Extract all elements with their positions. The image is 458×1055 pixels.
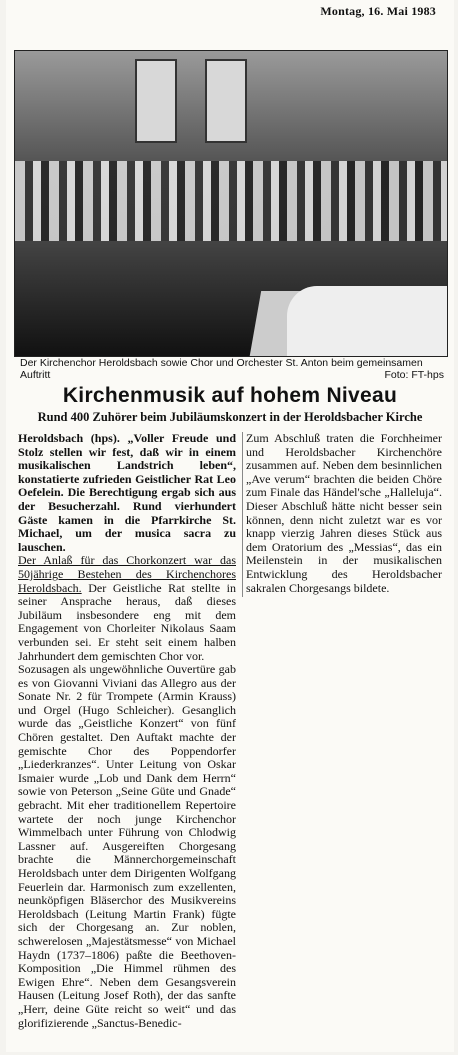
dateline: Montag, 16. Mai 1983 <box>320 4 436 18</box>
photo-window <box>135 59 177 143</box>
article-right-column <box>246 432 442 595</box>
caption-text: Der Kirchenchor Heroldsbach sowie Chor und Orchester St. Anton beim gemeinsamen Auftritt <box>20 357 423 381</box>
column-divider <box>242 432 243 597</box>
subheadline: Rund 400 Zuhörer beim Jubiläumskonzert in der Heroldsbacher Kirche <box>37 410 423 424</box>
photo-credit: Foto: FT-hps <box>384 369 444 381</box>
photo-caption <box>20 357 444 381</box>
newspaper-clipping <box>6 0 454 1052</box>
article-intro: Heroldsbach (hps). „Voller Freude und Stolz stellen wir fest, daß wir in einem musikalischen Landstrich leben“, konstatierte zufrieden Geistlicher Rat Leo Oefelein. Die Berechtigung ergab sich aus der Besucherzahl. Rund vierhundert Gäste kamen in die Pfarrkirche St. Michael, um der musica sacra zu lauschen. <box>18 431 236 554</box>
article-left-column <box>18 432 236 1030</box>
underlined-passage: Der Anlaß für das Chorkonzert war das 50jährige Bestehen des Kirchenchores Heroldsbach. <box>18 553 236 595</box>
headline: Kirchenmusik auf hohem Niveau <box>62 384 398 407</box>
concert-photo <box>14 50 448 357</box>
article-paragraph: Sozusagen als ungewöhnliche Ouvertüre gab es von Giovanni Viviani das Allegro aus der Sonate Nr. 2 für Trompete (Armin Krauss) und Orgel (Hugo Schleicher). Gesanglich wurde das „Geistliche Konzert“ von fünf Chören gestaltet. Den Auftakt machte der gemischte Chor des Poppendorfer „Liederkranzes“. Unter Leitung von Oskar Ismaier wurde „Lob und Dank dem Herrn“ sowie von Peterson „Seine Güte und Gnade“ gebracht. Mit eher traditionellem Repertoire wartete der noch junge Kirchenchor Wimmelbach unter Führung von Chlodwig Lassner auf. Ausgereiften Chorgesang brachte die Männerchorgemeinschaft Heroldsbach unter dem Dirigenten Wolfgang Feuerlein dar. Harmonisch zum exzellenten, neunköpfigen Bläserchor des Musikvereins Heroldsbach (Leitung Martin Frank) fügte sich der Chorgesang an. Zur noblen, schwerelosen „Majestätsmesse“ von Michael Haydn (1737–1806) paßte die Beethoven-Komposition „Die Himmel rühmen des Ewigen Ehre“. Neben dem Gesangsverein Hausen (Leitung Josef Roth), der das sanfte „Herr, deine Güte reicht so weit“ und das glorifizierende „Sanctus-Benedic- <box>18 662 236 1030</box>
article-paragraph <box>18 432 236 554</box>
article-text: Der Geistliche Rat stellte in seiner Ansprache heraus, daß dieses Jubiläum insbesondere eng mit dem Engagement von Chorleiter Nikolaus Saam verbunden sei. Er steht seit einem halben Jahrhundert dem gemischten Chor vor. <box>18 580 236 663</box>
article-paragraph <box>18 554 236 663</box>
article-paragraph: Zum Abschluß traten die Forchheimer und Heroldsbacher Kirchenchöre zusammen auf. Neben dem besinnlichen „Ave verum“ brachten die beiden Chöre zum Finale das Händel'sche „Halleluja“. Dieser Abschluß hätte nicht besser sein können, denn nicht zuletzt war es vor knapp vierzig Jahren dieses Stück aus dem Oratorium des „Messias“, das ein Meilenstein in der musikalischen Entwicklung des Heroldsbacher sakralen Chorgesangs bildete. <box>246 431 442 595</box>
photo-choir <box>15 161 447 241</box>
photo-window <box>205 59 247 143</box>
photo-altar-cloth <box>287 286 447 357</box>
